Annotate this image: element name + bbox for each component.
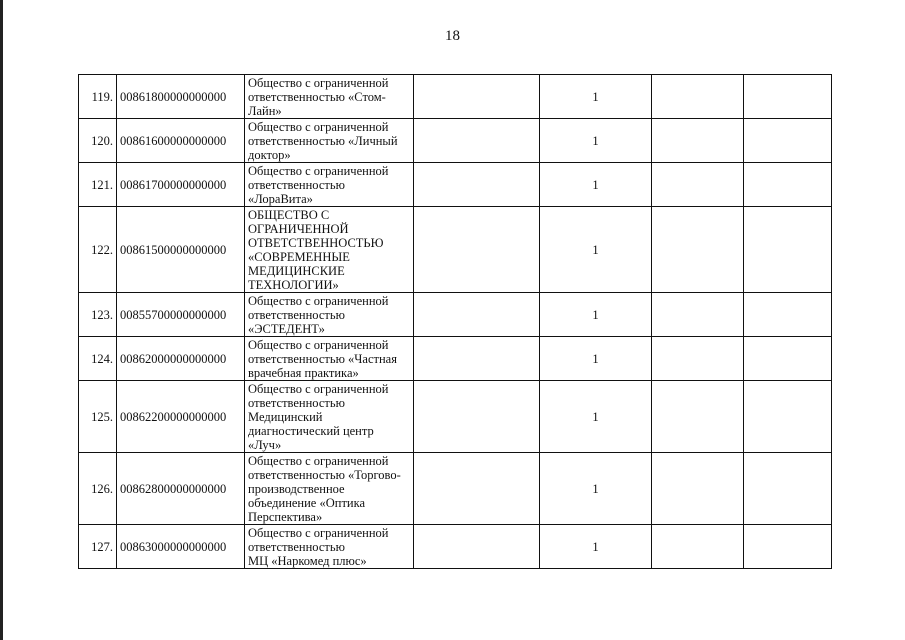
org-name [245, 163, 414, 207]
row-number: 127. [79, 525, 117, 569]
table-row [79, 293, 832, 337]
org-name-line: ответственностью «Частная [248, 351, 397, 366]
org-name-line: доктор» [248, 147, 291, 162]
empty-cell [414, 337, 540, 381]
org-code: 00862800000000000 [117, 453, 245, 525]
empty-cell [414, 207, 540, 293]
count-value: 1 [540, 75, 652, 119]
empty-cell [652, 337, 744, 381]
row-number: 125. [79, 381, 117, 453]
page-number: 18 [445, 28, 460, 44]
empty-cell [652, 293, 744, 337]
empty-cell [744, 75, 832, 119]
org-name-line: МЕДИЦИНСКИЕ [248, 263, 345, 278]
org-code: 00861700000000000 [117, 163, 245, 207]
org-name-line: ответственностью [248, 307, 345, 322]
org-name-line: Общество с ограниченной [248, 381, 389, 396]
empty-cell [652, 453, 744, 525]
org-name [245, 525, 414, 569]
table-row [79, 75, 832, 119]
org-name-line: ОГРАНИЧЕННОЙ [248, 221, 349, 236]
org-name-line: Общество с ограниченной [248, 525, 389, 540]
org-name-line: Лайн» [248, 103, 282, 118]
row-number: 124. [79, 337, 117, 381]
count-value: 1 [540, 207, 652, 293]
org-code: 00861500000000000 [117, 207, 245, 293]
org-name [245, 453, 414, 525]
org-name-line: диагностический центр [248, 423, 374, 438]
empty-cell [652, 75, 744, 119]
table-row [79, 163, 832, 207]
org-name [245, 207, 414, 293]
count-value: 1 [540, 525, 652, 569]
org-name [245, 293, 414, 337]
count-value: 1 [540, 293, 652, 337]
empty-cell [414, 453, 540, 525]
org-code: 00861600000000000 [117, 119, 245, 163]
org-name-line: Общество с ограниченной [248, 119, 389, 134]
org-name-line: «СОВРЕМЕННЫЕ [248, 249, 350, 264]
empty-cell [744, 337, 832, 381]
table-row [79, 453, 832, 525]
org-code: 00863000000000000 [117, 525, 245, 569]
empty-cell [652, 163, 744, 207]
count-value: 1 [540, 119, 652, 163]
org-name-line: Общество с ограниченной [248, 293, 389, 308]
empty-cell [744, 381, 832, 453]
count-value: 1 [540, 163, 652, 207]
count-value: 1 [540, 453, 652, 525]
empty-cell [414, 293, 540, 337]
org-name-line: объединение «Оптика [248, 495, 366, 510]
org-name-line: врачебная практика» [248, 365, 359, 380]
empty-cell [652, 119, 744, 163]
table-row [79, 337, 832, 381]
org-name-line: Общество с ограниченной [248, 163, 389, 178]
table-row [79, 525, 832, 569]
row-number: 123. [79, 293, 117, 337]
empty-cell [414, 525, 540, 569]
org-name [245, 75, 414, 119]
row-number: 122. [79, 207, 117, 293]
org-code: 00855700000000000 [117, 293, 245, 337]
empty-cell [744, 293, 832, 337]
row-number: 119. [79, 75, 117, 119]
org-code: 00862200000000000 [117, 381, 245, 453]
org-name-line: «ЛораВита» [248, 191, 313, 206]
empty-cell [652, 381, 744, 453]
empty-cell [652, 207, 744, 293]
org-name-line: Общество с ограниченной [248, 453, 389, 468]
row-number: 121. [79, 163, 117, 207]
empty-cell [652, 525, 744, 569]
table-row [79, 207, 832, 293]
org-code: 00861800000000000 [117, 75, 245, 119]
org-name-line: Перспектива» [248, 509, 323, 524]
empty-cell [414, 75, 540, 119]
empty-cell [414, 163, 540, 207]
org-name-line: ответственностью «Личный [248, 133, 398, 148]
org-name-line: ответственностью «Стом- [248, 89, 386, 104]
org-name [245, 337, 414, 381]
org-name-line: ТЕХНОЛОГИИ» [248, 277, 339, 292]
org-name-line: ответственностью [248, 539, 345, 554]
scan-edge [0, 0, 3, 640]
empty-cell [744, 453, 832, 525]
org-name-line: производственное [248, 481, 345, 496]
count-value: 1 [540, 381, 652, 453]
org-name-line: МЦ «Наркомед плюс» [248, 553, 367, 568]
count-value: 1 [540, 337, 652, 381]
empty-cell [414, 119, 540, 163]
empty-cell [414, 381, 540, 453]
org-name [245, 119, 414, 163]
org-code: 00862000000000000 [117, 337, 245, 381]
org-name-line: ответственностью [248, 177, 345, 192]
empty-cell [744, 163, 832, 207]
org-name-line: Медицинский [248, 409, 323, 424]
org-name-line: Общество с ограниченной [248, 75, 389, 90]
org-name-line: «ЭСТЕДЕНТ» [248, 321, 325, 336]
org-name-line: ответственностью «Торгово- [248, 467, 401, 482]
org-name-line: «Луч» [248, 437, 282, 452]
org-name-line: ОБЩЕСТВО С [248, 207, 330, 222]
org-name-line: ОТВЕТСТВЕННОСТЬЮ [248, 235, 384, 250]
empty-cell [744, 119, 832, 163]
empty-cell [744, 525, 832, 569]
row-number: 126. [79, 453, 117, 525]
org-name-line: ответственностью [248, 395, 345, 410]
table-row [79, 119, 832, 163]
table-row [79, 381, 832, 453]
registry-table-body [79, 75, 832, 569]
org-name [245, 381, 414, 453]
row-number: 120. [79, 119, 117, 163]
empty-cell [744, 207, 832, 293]
registry-table [78, 74, 832, 569]
org-name-line: Общество с ограниченной [248, 337, 389, 352]
